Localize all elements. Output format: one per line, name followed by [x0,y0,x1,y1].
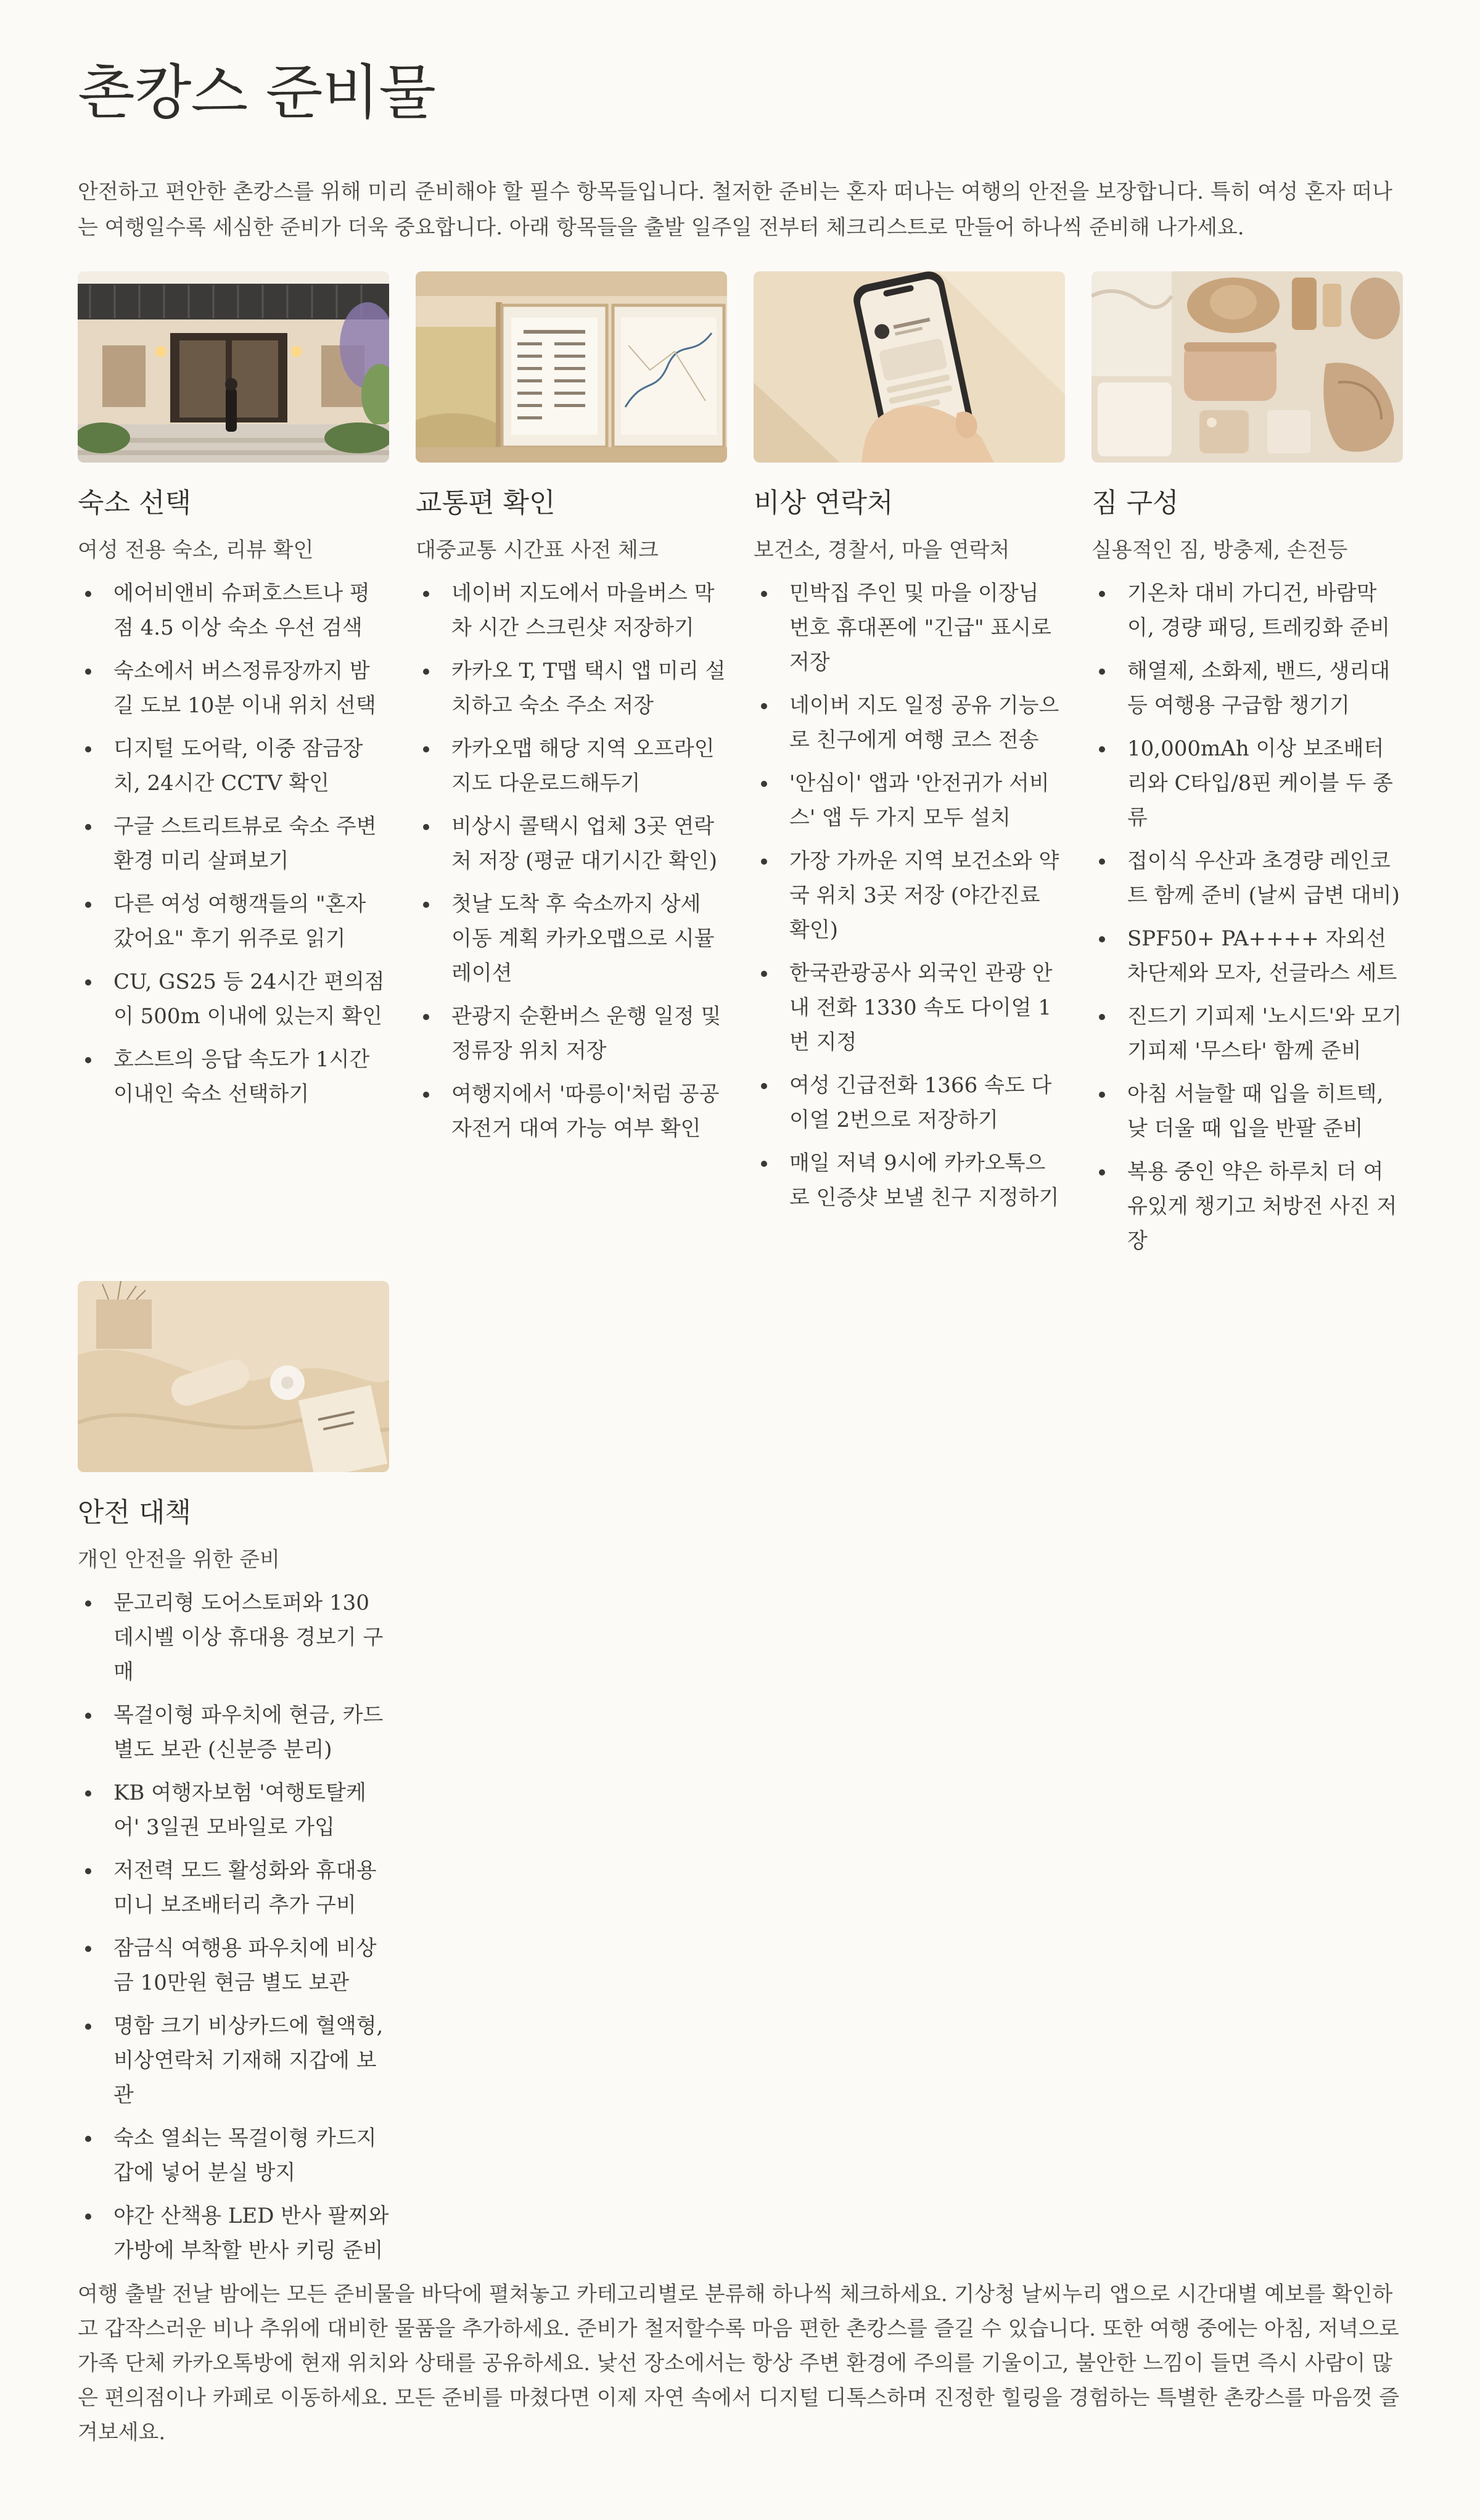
list-item: 기온차 대비 가디건, 바람막이, 경량 패딩, 트레킹화 준비 [1092,576,1403,645]
card-title: 안전 대책 [78,1497,192,1528]
card-emergency [754,271,1065,1224]
card-subtitle: 대중교통 시간표 사전 체크 [416,538,659,562]
card-title: 짐 구성 [1092,487,1179,519]
list-item: 숙소에서 버스정류장까지 밤길 도보 10분 이내 위치 선택 [78,654,389,723]
card-subtitle: 보건소, 경찰서, 마을 연락처 [754,538,1010,562]
checklist [754,576,1065,1215]
list-item: 에어비앤비 슈퍼호스트나 평점 4.5 이상 숙소 우선 검색 [78,576,389,645]
card-title: 숙소 선택 [78,487,192,519]
list-item: 디지털 도어락, 이중 잠금장치, 24시간 CCTV 확인 [78,731,389,801]
card-subtitle: 실용적인 짐, 방충제, 손전등 [1092,538,1348,562]
list-item: 가장 가까운 지역 보건소와 약국 위치 3곳 저장 (야간진료 확인) [754,844,1065,947]
card-subtitle: 개인 안전을 위한 준비 [78,1547,281,1572]
list-item: 진드기 기피제 '노시드'와 모기 기피제 '무스타' 함께 준비 [1092,999,1403,1068]
list-item: 한국관광공사 외국인 관광 안내 전화 1330 속도 다이얼 1번 지정 [754,956,1065,1060]
list-item: 비상시 콜택시 업체 3곳 연락처 저장 (평균 대기시간 확인) [416,809,727,878]
list-item: 아침 서늘할 때 입을 히트텍, 낮 더울 때 입을 반팔 준비 [1092,1077,1403,1146]
card-accommodation [78,271,389,1120]
list-item: 다른 여성 여행객들의 "혼자 갔어요" 후기 위주로 읽기 [78,887,389,956]
closing-paragraph: 여행 출발 전날 밤에는 모든 준비물을 바닥에 펼쳐놓고 카테고리별로 분류해 하나씩 체크하세요. 기상청 날씨누리 앱으로 시간대별 예보를 확인하고 갑작스러운 비나 추위에 대비한 물품을 추가하세요. 준비가 철저할수록 마음 편한 촌캉스를 즐길 수 있습니다. 또한 여행 중에는 아침, 저녁으로 가족 단체 카카오톡방에 현재 위치와 상태를 공유하세요. 낯선 장소에서는 항상 주변 환경에 주의를 기울이고, 불안한 느낌이 들면 즉시 사람이 많은 편의점이나 카페로 이동하세요. 모든 준비를 마쳤다면 이제 자연 속에서 디지털 디톡스하며 진정한 힐링을 경험하는 특별한 촌캉스를 마음껏 즐겨보세요. [78,2282,1400,2445]
list-item: 접이식 우산과 초경량 레인코트 함께 준비 (날씨 급변 대비) [1092,844,1403,913]
list-item: 여행지에서 '따릉이'처럼 공공자전거 대여 가능 여부 확인 [416,1077,727,1146]
list-item: 카카오맵 해당 지역 오프라인 지도 다운로드해두기 [416,731,727,801]
list-item: 관광지 순환버스 운행 일정 및 정류장 위치 저장 [416,999,727,1068]
list-item: 구글 스트리트뷰로 숙소 주변 환경 미리 살펴보기 [78,809,389,878]
card-subtitle: 여성 전용 숙소, 리뷰 확인 [78,538,314,562]
list-item: 첫날 도착 후 숙소까지 상세 이동 계획 카카오맵으로 시뮬레이션 [416,887,727,990]
list-item: 네이버 지도에서 마을버스 막차 시간 스크린샷 저장하기 [416,576,727,645]
card-packing [1092,271,1403,1267]
phone-in-hand-image [754,271,1065,463]
card-transport [416,271,727,1155]
intro-paragraph: 안전하고 편안한 촌캉스를 위해 미리 준비해야 할 필수 항목들입니다. 철저한 준비는 혼자 떠나는 여행의 안전을 보장합니다. 특히 여성 혼자 떠나는 여행일수록 세심한 준비가 더욱 중요합니다. 아래 항목들을 출발 일주일 전부터 체크리스트로 만들어 하나씩 준비해 나가세요. [78,179,1392,240]
safety-items-image [78,1281,389,1472]
hanok-house-image [78,271,389,463]
card-safety [78,1281,389,2276]
list-item: 민박집 주인 및 마을 이장님 번호 휴대폰에 "긴급" 표시로 저장 [754,576,1065,680]
list-item: 명함 크기 비상카드에 혈액형, 비상연락처 기재해 지갑에 보관 [78,2009,389,2112]
list-item: 잠금식 여행용 파우치에 비상금 10만원 현금 별도 보관 [78,1931,389,2000]
list-item: 여성 긴급전화 1366 속도 다이얼 2번으로 저장하기 [754,1068,1065,1137]
list-item: 호스트의 응답 속도가 1시간 이내인 숙소 선택하기 [78,1042,389,1111]
list-item: '안심이' 앱과 '안전귀가 서비스' 앱 두 가지 모두 설치 [754,766,1065,835]
list-item: 야간 산책용 LED 반사 팔찌와 가방에 부착할 반사 키링 준비 [78,2199,389,2268]
timetable-board-image [416,271,727,463]
page-title: 촌캉스 준비물 [78,58,435,127]
list-item: 문고리형 도어스토퍼와 130데시벨 이상 휴대용 경보기 구매 [78,1586,389,1689]
card-title: 비상 연락처 [754,487,894,519]
list-item: 복용 중인 약은 하루치 더 여유있게 챙기고 처방전 사진 저장 [1092,1155,1403,1258]
checklist [416,576,727,1146]
list-item: 매일 저녁 9시에 카카오톡으로 인증샷 보낼 친구 지정하기 [754,1146,1065,1215]
list-item: 해열제, 소화제, 밴드, 생리대 등 여행용 구급함 챙기기 [1092,654,1403,723]
packed-items-image [1092,271,1403,463]
checklist [78,576,389,1111]
list-item: 카카오 T, T맵 택시 앱 미리 설치하고 숙소 주소 저장 [416,654,727,723]
checklist [78,1586,389,2268]
list-item: 저전력 모드 활성화와 휴대용 미니 보조배터리 추가 구비 [78,1853,389,1922]
list-item: KB 여행자보험 '여행토탈케어' 3일권 모바일로 가입 [78,1776,389,1845]
list-item: 숙소 열쇠는 목걸이형 카드지갑에 넣어 분실 방지 [78,2121,389,2190]
card-title: 교통편 확인 [416,487,556,519]
checklist [1092,576,1403,1258]
list-item: CU, GS25 등 24시간 편의점이 500m 이내에 있는지 확인 [78,965,389,1034]
list-item: SPF50+ PA++++ 자외선 차단제와 모자, 선글라스 세트 [1092,921,1403,990]
list-item: 목걸이형 파우치에 현금, 카드 별도 보관 (신분증 분리) [78,1698,389,1767]
list-item: 10,000mAh 이상 보조배터리와 C타입/8핀 케이블 두 종류 [1092,731,1403,835]
list-item: 네이버 지도 일정 공유 기능으로 친구에게 여행 코스 전송 [754,688,1065,757]
